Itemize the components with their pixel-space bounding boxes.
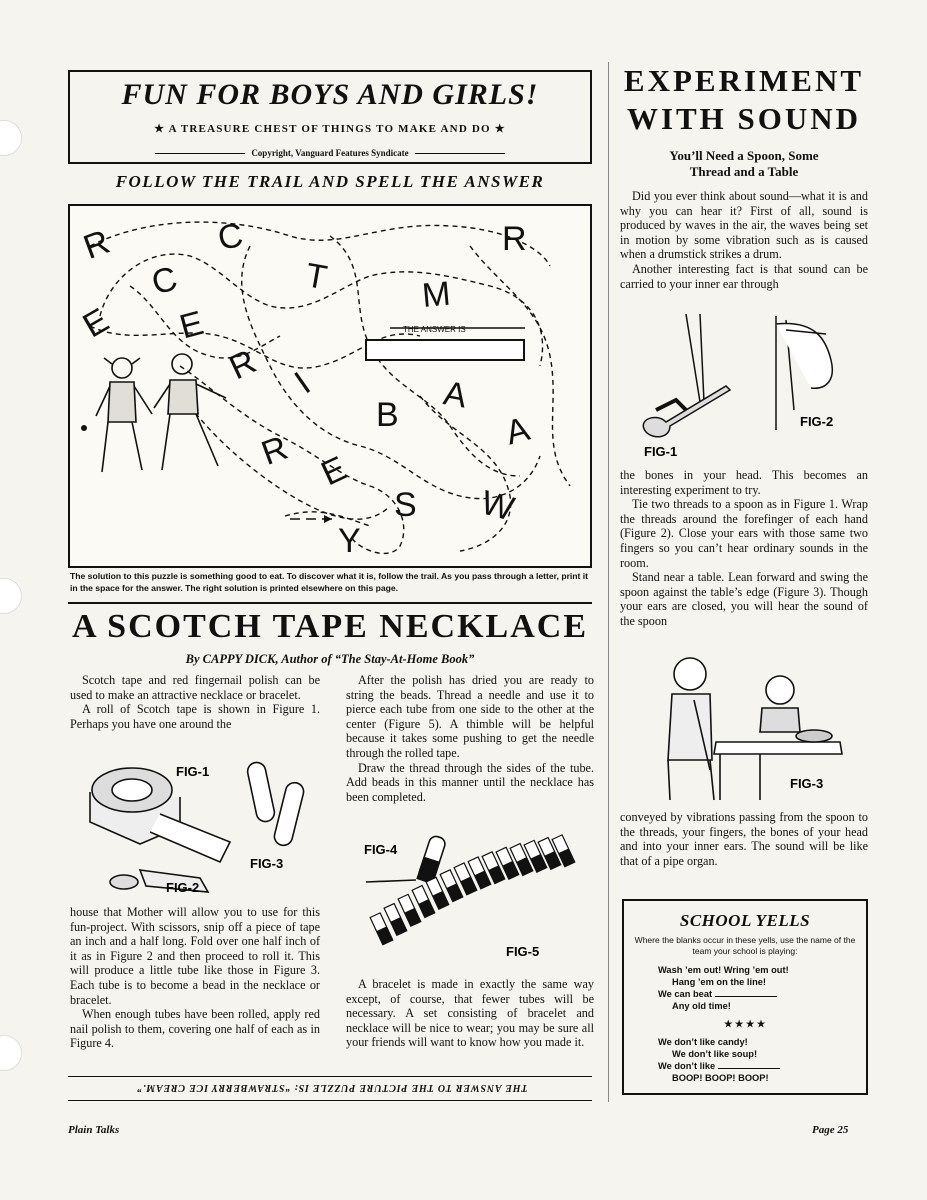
upside-down-answer: THE ANSWER TO THE PICTURE PUZZLE IS: “STRAWBERRY ICE CREAM.”: [136, 1082, 528, 1093]
trail-letter-e: E: [76, 301, 116, 346]
column-divider: [608, 62, 609, 1102]
kids-illustration: [96, 354, 226, 472]
trail-letter-r: R: [256, 428, 293, 473]
necklace-byline: By CAPPY DICK, Author of “The Stay-At-Home Book”: [185, 652, 475, 666]
fig-3-label: FIG-3: [250, 856, 284, 871]
puzzle-heading: FOLLOW THE TRAIL AND SPELL THE ANSWER: [115, 172, 545, 191]
sound-column-bottom: [620, 810, 868, 868]
paragraph: the bones in your head. This becomes an interesting experiment to try.: [620, 468, 868, 497]
yell-separator: ★ ★ ★ ★: [724, 1019, 766, 1029]
yell-line: We don’t like candy!: [658, 1037, 748, 1047]
fig-2-label: FIG-2: [166, 880, 200, 895]
paragraph: A bracelet is made in exactly the same way except, of course, that fewer tubes will be necessary. A set consisting of bracelet and necklace will be nice to wear; you may be sure all your friends will want to know how you made it.: [346, 977, 594, 1050]
trail-letter-r: R: [502, 220, 527, 258]
necklace-column-1-top: [70, 673, 320, 731]
header-box: [68, 70, 592, 164]
sound-fig-1-label: FIG-1: [644, 444, 678, 459]
sound-fig-3-label: FIG-3: [790, 776, 824, 791]
start-dot: [81, 425, 87, 431]
footer-page-number: Page 25: [812, 1124, 849, 1136]
copyright-line: [70, 148, 590, 158]
paragraph: When enough tubes have been rolled, apply red nail polish to them, covering one half of each as in Figure 4.: [70, 1007, 320, 1051]
trail-letter-s: S: [394, 486, 417, 524]
trail-letter-e: E: [315, 449, 353, 494]
bead-figures: [346, 830, 596, 972]
yell-line: Wash ’em out! Wring ’em out!: [658, 965, 789, 975]
paragraph: Did you ever think about sound—what it is and why you can hear it? First of all, sound is produced by waves in the air, the waves being set in motion by some vibration such as is caused when a drumstick strikes a drum.: [620, 189, 868, 262]
trail-letter-t: T: [302, 256, 330, 298]
trail-letter-e: E: [175, 303, 208, 347]
paragraph: Another interesting fact is that sound can be carried to your inner ear through: [620, 261, 868, 291]
trail-letter-w: W: [477, 483, 519, 529]
necklace-title: A SCOTCH TAPE NECKLACE: [72, 608, 588, 645]
paragraph: Tie two threads to a spoon as in Figure 1. Wrap the threads around the forefinger of each hand (Figure 2). Close your ears with those same two fingers so you can’t hear ordinary sounds in the room.: [620, 497, 868, 570]
paragraph: house that Mother will allow you to use for this fun-project. With scissors, snip off a piece of tape an inch and a half long. Fold over one half inch of it as in Figure 2 and then proceed to roll it. This will produce a little tube like those in Figure 3. Each tube is to become a bead in the necklace or bracelet.: [70, 905, 320, 1007]
paragraph: A roll of Scotch tape is shown in Figure 1. Perhaps you have one around the: [70, 702, 320, 731]
fig-5-label: FIG-5: [506, 944, 540, 959]
answer-input-box[interactable]: [366, 340, 524, 360]
page-subtitle: ★ A TREASURE CHEST OF THINGS TO MAKE AND DO ★: [154, 123, 506, 135]
footer-publication: Plain Talks: [68, 1124, 120, 1136]
yell-line: BOOP! BOOP! BOOP!: [672, 1073, 769, 1083]
trail-letter-y: Y: [338, 522, 361, 560]
sound-subtitle-line-2: Thread and a Table: [689, 164, 799, 179]
necklace-column-2-bottom: [346, 977, 594, 1050]
sound-title-line-1: EXPERIMENT: [623, 63, 865, 98]
yell-text: We don’t like: [658, 1061, 716, 1071]
paragraph: conveyed by vibrations passing from the spoon to the threads, your fingers, the bones of your head and into your inner ears. The sound will be like that of a pipe organ.: [620, 810, 868, 868]
punch-hole: [0, 1035, 22, 1071]
copyright-text: Copyright, Vanguard Features Syndicate: [251, 148, 409, 158]
page-title: FUN FOR BOYS AND GIRLS!: [121, 78, 539, 111]
yell-line: Any old time!: [672, 1001, 731, 1011]
paragraph: After the polish has dried you are ready to string the beads. Thread a needle and use it to pierce each tube from one side to the other at the center (Figure 5). A thimble will be helpful because it takes some pushing to get the needle through the rolled tape.: [346, 673, 594, 760]
necklace-column-1-bottom: [70, 905, 320, 1051]
yell-line: Hang ’em on the line!: [672, 977, 767, 987]
school-yells-box: [622, 899, 868, 1095]
yells-title: SCHOOL YELLS: [679, 911, 811, 930]
paragraph: Scotch tape and red fingernail polish can be used to make an attractive necklace or bracelet.: [70, 673, 320, 702]
puzzle-caption: The solution to this puzzle is something good to eat. To discover what it is, follow the trail. As you pass through a letter, print it in the space for the answer. The right solution is printed elsewhere on this page.: [70, 571, 589, 593]
trail-letter-m: M: [420, 274, 453, 315]
puzzle-box: [68, 204, 592, 568]
trail-letter-a: A: [501, 409, 534, 453]
yells-intro: Where the blanks occur in these yells, use the name of the team your school is playing:: [634, 935, 856, 956]
trail-letters: [77, 216, 534, 560]
arrow-head: [324, 515, 332, 523]
sound-column-top: [620, 189, 868, 291]
fig-4-label: FIG-4: [364, 842, 398, 857]
divider: [68, 1076, 592, 1077]
yell-line: [658, 1061, 780, 1072]
trail-letter-i: I: [287, 364, 318, 402]
bead-string: [370, 835, 575, 945]
sound-column-middle: [620, 468, 868, 629]
sound-subtitle-line-1: You’ll Need a Spoon, Some: [669, 148, 819, 163]
yell-text: We can beat: [658, 989, 713, 999]
answer-box: [366, 325, 525, 360]
trail-letter-c: C: [215, 216, 246, 258]
paragraph: Draw the thread through the sides of the tube. Add beads in this manner until the necklace has been completed.: [346, 760, 594, 804]
yell-line: We don’t like soup!: [672, 1049, 758, 1059]
paragraph: Stand near a table. Lean forward and swing the spoon against the table’s edge (Figure 3). Though your ears are closed, you will hear the sound of the spoon: [620, 570, 868, 628]
trail-letter-b: B: [376, 396, 399, 434]
punch-hole: [0, 120, 22, 156]
answer-label: THE ANSWER IS: [403, 325, 466, 334]
trail-puzzle: [70, 206, 590, 566]
sound-subtitle: [620, 148, 868, 180]
trail-letter-r: R: [223, 342, 262, 388]
tape-figures: [80, 752, 320, 898]
spoon-figures: [626, 310, 866, 462]
table-experiment-figure: [650, 650, 866, 808]
sound-title: [620, 62, 868, 138]
trail-letter-c: C: [147, 259, 182, 303]
divider: [68, 602, 592, 604]
punch-hole: [0, 578, 22, 614]
sound-fig-2-label: FIG-2: [800, 414, 834, 429]
trail-letter-r: R: [78, 222, 115, 267]
divider: [68, 1100, 592, 1101]
trail-letter-a: A: [440, 374, 470, 416]
necklace-column-2-top: [346, 673, 594, 804]
sound-title-line-2: WITH SOUND: [626, 101, 862, 136]
yell-line: [658, 989, 777, 1000]
fig-1-label: FIG-1: [176, 764, 210, 779]
